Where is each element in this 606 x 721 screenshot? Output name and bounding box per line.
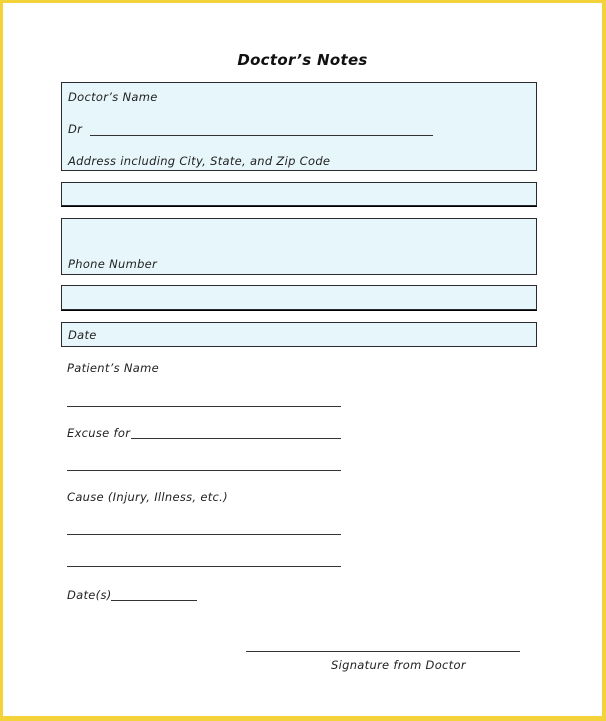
doctor-info-box [61,82,537,171]
dates-label: Date(s) [67,588,112,602]
address-field-box[interactable] [61,182,537,206]
phone-field-box[interactable] [61,285,537,310]
patients-name-line[interactable] [67,406,341,407]
signature-line[interactable] [246,651,520,652]
doctor-name-label: Doctor’s Name [68,90,158,104]
cause-line-2[interactable] [67,566,341,567]
document-page [3,3,602,716]
dr-prefix-label: Dr [68,122,83,136]
date-label: Date [68,328,97,342]
cause-line-1[interactable] [67,534,341,535]
excuse-for-label: Excuse for [67,426,131,440]
patients-name-label: Patient’s Name [67,361,159,375]
date-field-box[interactable] [61,322,537,347]
cause-label: Cause (Injury, Illness, etc.) [67,490,228,504]
excuse-extra-line[interactable] [67,470,341,471]
excuse-for-line[interactable] [131,438,341,439]
dates-line[interactable] [111,600,197,601]
phone-info-box [61,218,537,275]
phone-number-label: Phone Number [68,257,158,271]
address-label: Address including City, State, and Zip Code [68,154,331,168]
page-title: Doctor’s Notes [237,51,368,69]
doctor-name-line[interactable] [90,135,433,136]
signature-label: Signature from Doctor [331,658,466,672]
